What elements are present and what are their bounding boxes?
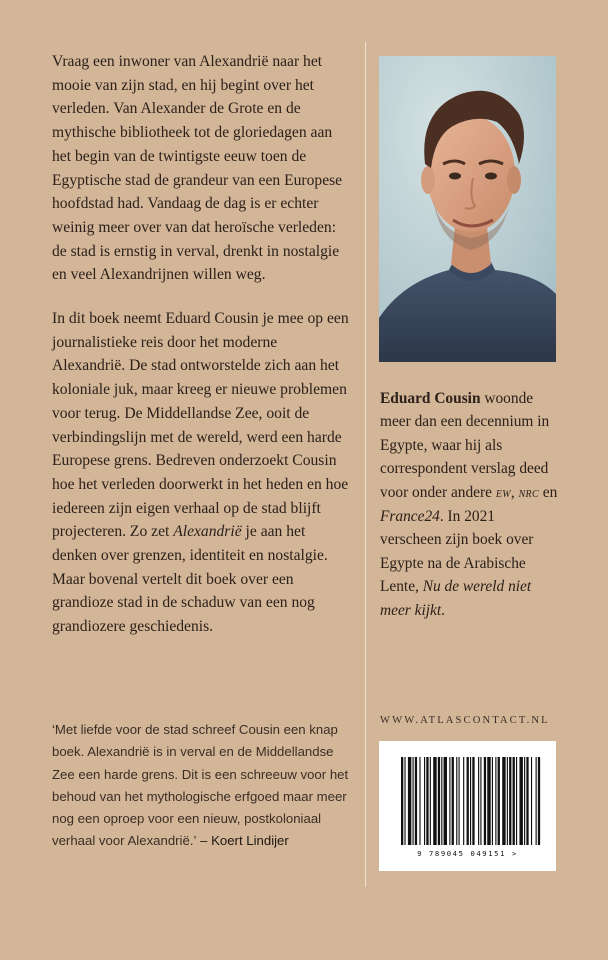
- barcode-bar: [452, 757, 454, 845]
- barcode-bar: [495, 757, 496, 845]
- bio-period: .: [441, 601, 445, 619]
- barcode-bar: [415, 757, 417, 845]
- barcode-bar: [513, 757, 515, 845]
- barcode-bar: [519, 757, 522, 845]
- barcode-bar: [470, 757, 471, 845]
- barcode-bar: [404, 757, 405, 845]
- bio-book-title: Nu de wereld niet meer kijkt: [380, 578, 532, 619]
- barcode-bar: [531, 757, 532, 845]
- barcode-bar: [401, 757, 403, 845]
- barcode-bar: [487, 757, 490, 845]
- barcode-bar: [441, 757, 442, 845]
- barcode-bar: [463, 757, 464, 845]
- barcode-bar: [438, 757, 440, 845]
- bio-france24: France24: [380, 508, 440, 526]
- blurb-paragraph-1: Vraag een inwoner van Alexandrië naar het mooie van zijn stad, en hij begint over het verleden. Van Alexander de Grote en de mythische bibliotheek tot de gloriedagen aan het begin van de twintigste eeuw toen de Egyptische stad de grandeur van een Europese hoofdstad had. Vandaag de dag is er echter weinig meer over van dat heroïsche verleden: de stad is ernstig in verval, drenkt in nostalgie en veel Alexandrijnen willen weg.: [52, 53, 343, 284]
- barcode-bar: [408, 757, 411, 845]
- barcode-bar: [526, 757, 528, 845]
- barcode-bar: [430, 757, 431, 845]
- book-title-inline: Alexandrië: [173, 523, 242, 541]
- review-quote: [52, 719, 352, 853]
- barcode-bar: [424, 757, 425, 845]
- bio-en: en: [538, 483, 558, 501]
- blurb-paragraph-2: [52, 307, 352, 639]
- barcode-bar: [502, 757, 505, 845]
- author-bio: [380, 387, 560, 622]
- blurb-paragraph-2-text-b: je aan het denken over grenzen, identiteit en nostalgie. Maar bovenal vertelt dit boek over een grandioze stad in de schaduw van een nog grandiozere geschiedenis.: [52, 523, 328, 636]
- bio-nrc: nrc: [518, 485, 539, 501]
- barcode-bar: [498, 757, 500, 845]
- barcode-bar: [472, 757, 474, 845]
- barcode-bar: [480, 757, 481, 845]
- barcode-bar: [524, 757, 525, 845]
- barcode-bar: [507, 757, 508, 845]
- barcode-bar: [459, 757, 460, 845]
- barcode-bar: [478, 757, 479, 845]
- isbn-barcode: [379, 741, 556, 871]
- bio-text-2: . In 2021 verscheen zijn boek over Egypte na de Arabische Lente,: [380, 508, 534, 596]
- barcode-bar: [426, 757, 428, 845]
- barcode-bar: [467, 757, 469, 845]
- barcode-bar: [419, 757, 420, 845]
- quote-text: ‘Met liefde voor de stad schreef Cousin een knap boek. Alexandrië is in verval en de Middellandse Zee een harde grens. Dit is een schreeuw voor het behoud van het mythologische erfgoed maar meer nog een oproep voor een nieuw, postkoloniaal verhaal voor Alexandrië.’: [52, 722, 349, 849]
- author-portrait-illustration: [379, 56, 556, 362]
- blurb: [52, 50, 352, 659]
- barcode-bar: [516, 757, 517, 845]
- barcode-bar: [484, 757, 486, 845]
- bio-comma: ,: [510, 483, 519, 501]
- barcode-bar: [456, 757, 457, 845]
- column-divider: [365, 42, 366, 887]
- author-portrait-photo: [379, 56, 556, 362]
- barcode-digits: 9 789045 049151 >: [417, 849, 518, 858]
- barcode-bar: [492, 757, 493, 845]
- barcode-bar: [538, 757, 540, 845]
- barcode-bar: [509, 757, 511, 845]
- barcode-bar: [449, 757, 450, 845]
- blurb-paragraph-2-text-a: In dit boek neemt Eduard Cousin je mee op een journalistieke reis door het moderne Alexandrië. De stad ontworstelde zich aan het koloniale juk, maar kreeg er nieuwe problemen voor terug. De Middellandse Zee, ooit de verbindingslijn met de wereld, werd een harde Europese grens. Bedreven onderzoekt Cousin hoe het verleden doorwerkt in het heden en hoe iedereen zijn eigen verhaal op de stad blijft projecteren. Zo zet: [52, 310, 349, 541]
- author-name: Eduard Cousin: [380, 390, 481, 407]
- barcode-bar: [444, 757, 447, 845]
- barcode-bar: [413, 757, 414, 845]
- bio-ew: ew: [495, 485, 511, 501]
- publisher-url: WWW.ATLASCONTACT.NL: [380, 715, 550, 726]
- barcode-bar: [433, 757, 436, 845]
- quote-author: – Koert Lindijer: [196, 833, 289, 849]
- bio-text-1: woonde meer dan een decennium in Egypte, waar hij als correspondent verslag deed voor onder andere: [380, 390, 550, 501]
- barcode-bar: [536, 757, 537, 845]
